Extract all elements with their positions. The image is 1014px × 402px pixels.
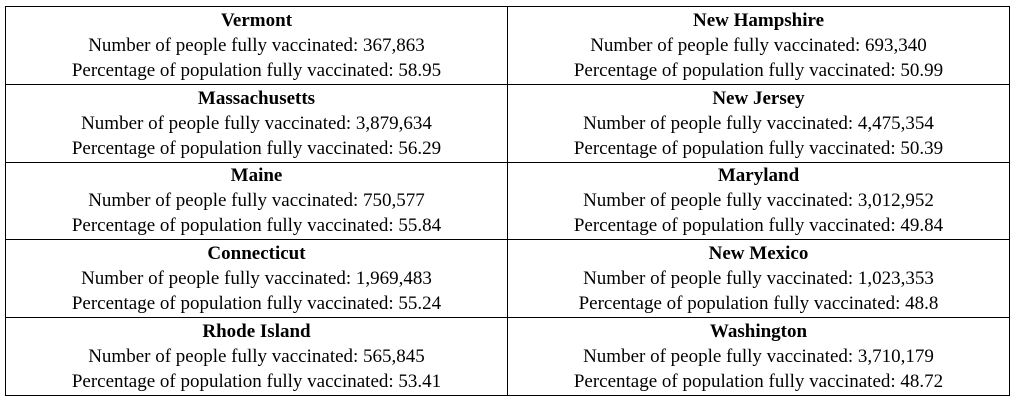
state-cell [508,84,1010,162]
table-row [6,84,1010,162]
people-vaccinated: Number of people fully vaccinated: 4,475,354 [583,112,934,134]
state-name: Vermont [220,9,293,31]
percent-vaccinated: Percentage of population fully vaccinated: 55.24 [71,293,442,315]
table-row [6,318,1010,396]
state-cell [508,7,1010,85]
state-cell [6,162,508,240]
state-name: Connecticut [207,243,306,265]
table-row [6,240,1010,318]
percent-vaccinated: Percentage of population fully vaccinated: 48.8 [578,293,939,315]
state-cell [508,240,1010,318]
percent-vaccinated: Percentage of population fully vaccinated: 50.39 [573,137,944,159]
people-vaccinated: Number of people fully vaccinated: 3,710,179 [583,346,934,368]
state-cell [6,318,508,396]
people-vaccinated: Number of people fully vaccinated: 3,879,634 [81,112,432,134]
state-name: Massachusetts [197,87,316,109]
percent-vaccinated: Percentage of population fully vaccinated: 49.84 [573,215,944,237]
state-name: Maine [230,165,283,187]
table-row [6,7,1010,85]
percent-vaccinated: Percentage of population fully vaccinated: 55.84 [71,215,442,237]
state-cell [6,7,508,85]
percent-vaccinated: Percentage of population fully vaccinated: 53.41 [71,371,442,393]
state-cell [6,84,508,162]
state-name: New Jersey [712,87,805,109]
state-cell [6,240,508,318]
state-name: Rhode Island [202,321,311,343]
people-vaccinated: Number of people fully vaccinated: 3,012,952 [583,190,934,212]
percent-vaccinated: Percentage of population fully vaccinated: 58.95 [71,59,442,81]
state-cell [508,318,1010,396]
state-name: New Mexico [708,243,809,265]
people-vaccinated: Number of people fully vaccinated: 1,023,353 [583,268,934,290]
percent-vaccinated: Percentage of population fully vaccinated: 50.99 [573,59,944,81]
state-name: New Hampshire [692,9,825,31]
state-cell [508,162,1010,240]
people-vaccinated: Number of people fully vaccinated: 565,845 [88,346,425,368]
state-name: Washington [709,321,808,343]
state-name: Maryland [717,165,800,187]
vaccination-table [5,6,1010,396]
percent-vaccinated: Percentage of population fully vaccinated: 56.29 [71,137,442,159]
people-vaccinated: Number of people fully vaccinated: 693,340 [590,34,927,56]
table-row [6,162,1010,240]
people-vaccinated: Number of people fully vaccinated: 367,863 [88,34,425,56]
percent-vaccinated: Percentage of population fully vaccinated: 48.72 [573,371,944,393]
vaccination-table-body [6,7,1010,396]
people-vaccinated: Number of people fully vaccinated: 750,577 [88,190,425,212]
people-vaccinated: Number of people fully vaccinated: 1,969,483 [81,268,432,290]
